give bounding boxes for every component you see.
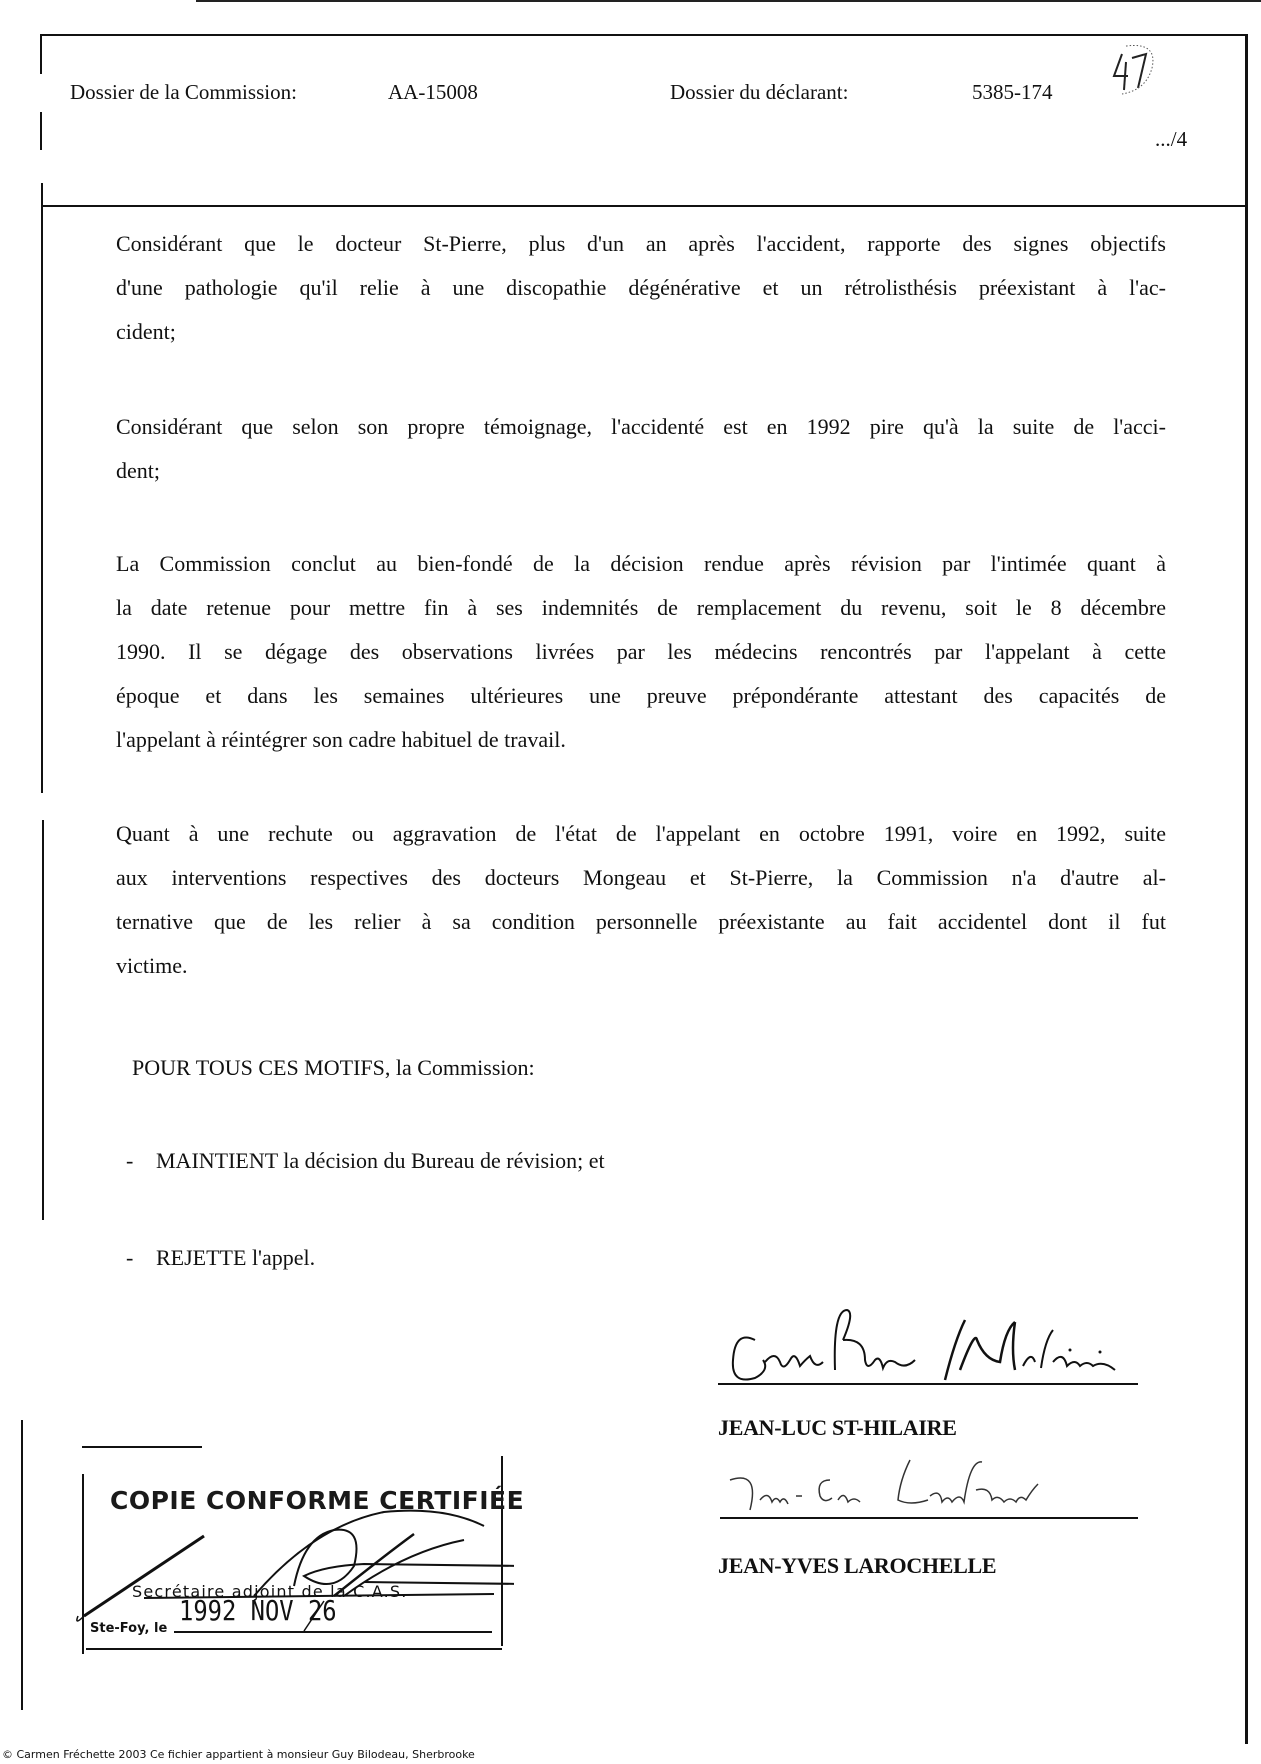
frame-left-border	[41, 183, 43, 793]
frame-left-border	[42, 820, 44, 1220]
stamp-title: COPIE CONFORME CERTIFIÉE	[110, 1486, 525, 1515]
signatory-name: JEAN-YVES LAROCHELLE	[718, 1553, 997, 1578]
stamp-place: Ste-Foy, le	[90, 1621, 168, 1636]
frame-top-border	[41, 34, 1247, 36]
paragraph-line: d'une pathologie qu'il relie à une discopathie dégénérative et un rétrolisthésis préexistant à l'ac-	[116, 275, 1166, 300]
decision-item-rejette	[126, 1245, 315, 1271]
scan-edge-line	[196, 0, 1261, 2]
copyright-footer: © Carmen Fréchette 2003 Ce fichier appartient à monsieur Guy Bilodeau, Sherbrooke	[2, 1748, 475, 1761]
stamp-border	[82, 1446, 202, 1448]
frame-left-border	[21, 1420, 23, 1710]
paragraph-line: victime.	[116, 953, 188, 978]
paragraph-line: aux interventions respectives des docteurs Mongeau et St-Pierre, la Commission n'a d'autre al-	[116, 865, 1166, 890]
paragraph-line: Considérant que le docteur St-Pierre, plus d'un an après l'accident, rapporte des signes objectifs	[116, 231, 1166, 256]
signature-line	[720, 1517, 1138, 1519]
frame-right-border	[1245, 34, 1248, 1744]
decision-verb: REJETTE	[156, 1245, 247, 1270]
paragraph-considerant-1	[116, 222, 1166, 354]
paragraph-line: l'appelant à réintégrer son cadre habituel de travail.	[116, 727, 566, 752]
frame-left-border	[40, 112, 42, 150]
certified-copy-stamp	[82, 1446, 525, 1657]
paragraph-line: ternative que de les relier à sa condition personnelle préexistante au fait accidentel dont il fut	[116, 909, 1166, 934]
paragraph-conclusion	[116, 542, 1166, 762]
stamp-date: 1992 NOV 26	[179, 1594, 337, 1627]
decision-text: la décision du Bureau de révision; et	[277, 1148, 605, 1173]
commission-file-label: Dossier de la Commission:	[70, 80, 297, 104]
decision-text: l'appel.	[246, 1245, 316, 1270]
motifs-bold: POUR TOUS CES MOTIFS,	[132, 1055, 391, 1080]
paragraph-line: Considérant que selon son propre témoignage, l'accidenté est en 1992 pire qu'à la suite de l'acci-	[116, 414, 1166, 439]
declarant-file-number: 5385-174	[972, 80, 1053, 104]
motifs-rest: la Commission:	[390, 1055, 535, 1080]
header-divider	[41, 205, 1247, 207]
paragraph-line: 1990. Il se dégage des observations livrées par les médecins rencontrés par l'appelant à cette	[116, 639, 1166, 664]
frame-left-border	[40, 34, 42, 74]
paragraph-line: Quant à une rechute ou aggravation de l'état de l'appelant en octobre 1991, voire en 1992, suite	[116, 821, 1166, 846]
paragraph-line: époque et dans les semaines ultérieures une preuve prépondérante attestant des capacités de	[116, 683, 1166, 708]
decision-dash: -	[126, 1245, 134, 1270]
decision-dash: -	[126, 1148, 134, 1173]
paragraph-rechute	[116, 812, 1166, 988]
handwritten-page-number	[1108, 40, 1164, 100]
signature-jean-yves-larochelle	[720, 1440, 1140, 1520]
paragraph-line: cident;	[116, 319, 176, 344]
decision-verb: MAINTIENT	[156, 1148, 278, 1173]
signatory-name: JEAN-LUC ST-HILAIRE	[718, 1415, 957, 1440]
paragraph-considerant-2	[116, 405, 1166, 493]
motifs-heading	[132, 1055, 535, 1081]
page-continuation: .../4	[1155, 127, 1188, 151]
stamp-border	[86, 1648, 502, 1650]
stamp-date-line	[174, 1631, 492, 1633]
signature-jean-luc-st-hilaire	[715, 1300, 1155, 1390]
commission-file-number: AA-15008	[388, 80, 478, 104]
paragraph-line: La Commission conclut au bien-fondé de la décision rendue après révision par l'intimée quant à	[116, 551, 1166, 576]
decision-item-maintient	[126, 1148, 605, 1174]
declarant-file-label: Dossier du déclarant:	[670, 80, 849, 104]
paragraph-line: dent;	[116, 458, 160, 483]
stamp-role: Secrétaire adjoint de la C.A.S.	[132, 1582, 408, 1601]
signature-line	[718, 1383, 1138, 1385]
paragraph-line: la date retenue pour mettre fin à ses indemnités de remplacement du revenu, soit le 8 décembre	[116, 595, 1166, 620]
